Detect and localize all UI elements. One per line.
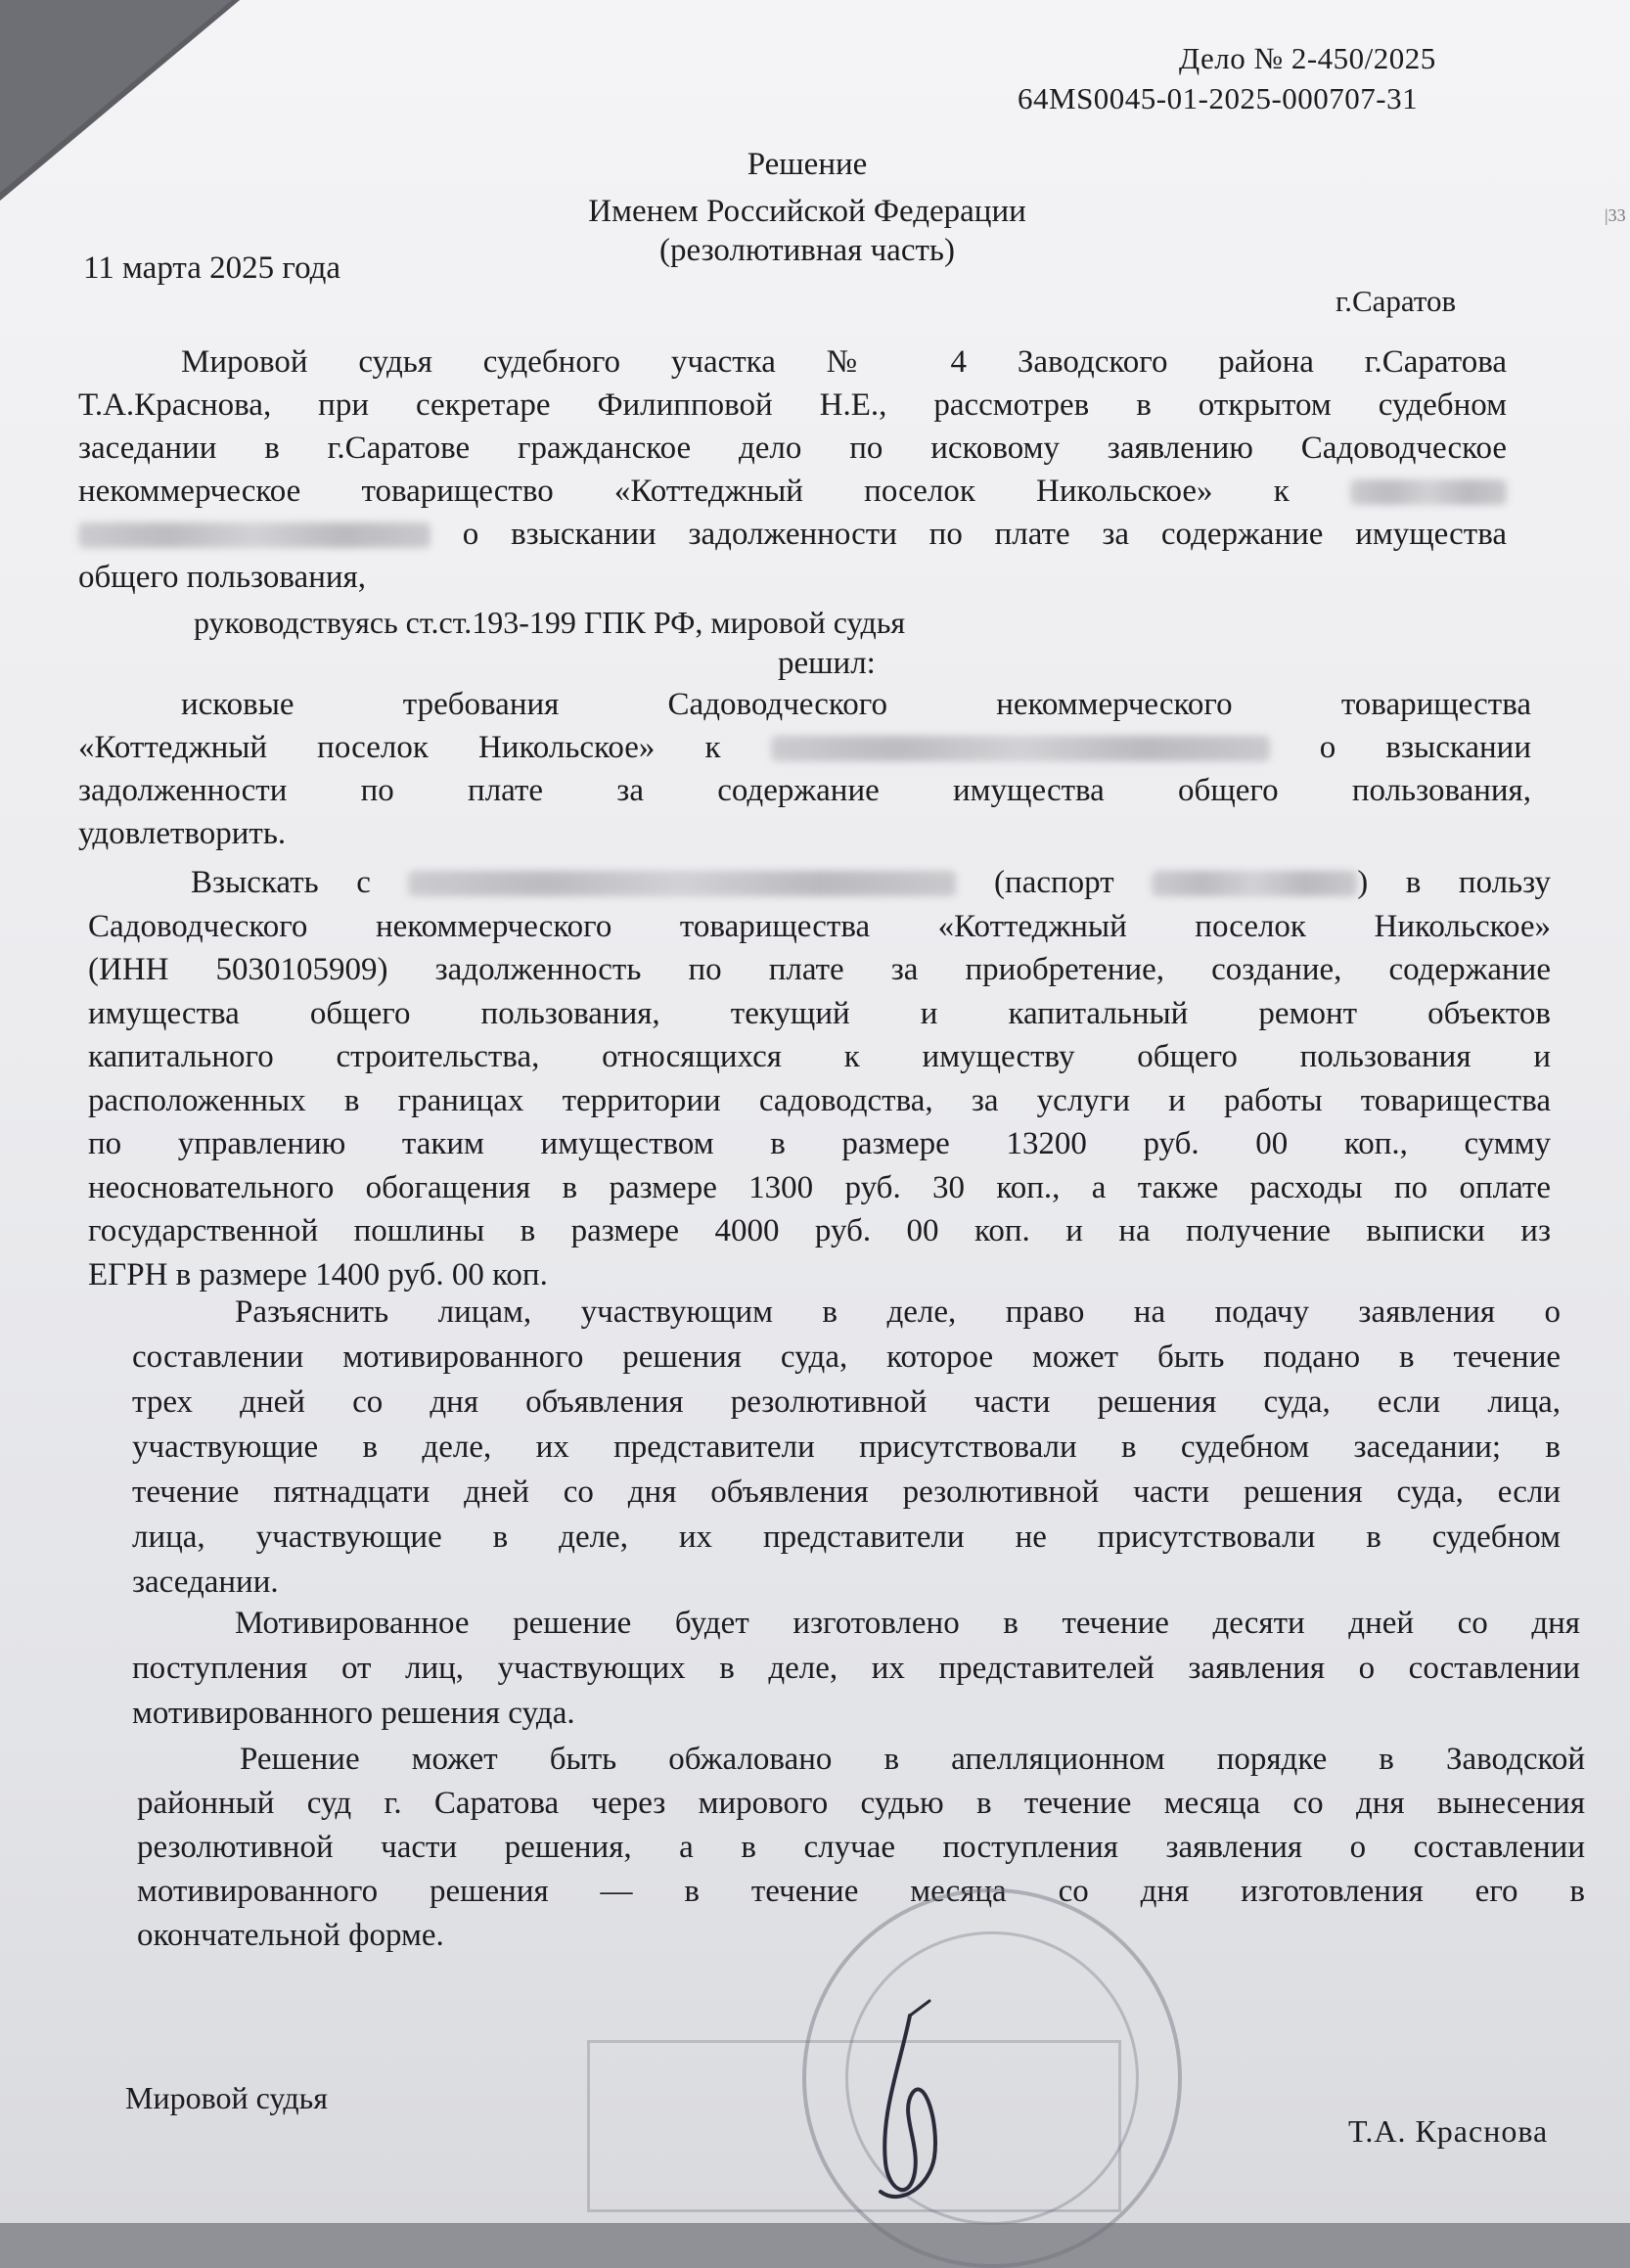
recovery-line: по управлению таким имуществом в размере 13200 руб. 00 коп., сумму: [88, 1126, 1551, 1161]
intro-line: заседании в г.Саратове гражданское дело по исковому заявлению Садоводческое: [78, 431, 1507, 466]
claims-paragraph: [78, 683, 1531, 855]
appeal-line: районный суд г. Саратова через мирового судью в течение месяца со дня вынесения: [137, 1786, 1585, 1821]
document-title: Решение: [747, 147, 868, 182]
explanation-line: составлении мотивированного решения суда, которое может быть подано в течение: [132, 1339, 1561, 1375]
redacted-passport-number: [1152, 871, 1357, 896]
intro-line: о взыскании задолженности по плате за содержание имущества: [462, 517, 1507, 552]
explanation-line: течение пятнадцати дней со дня объявления резолютивной части решения суда, если: [132, 1474, 1561, 1510]
redacted-defendant-name: [1350, 479, 1507, 505]
explanation-line: Разъяснить лицам, участвующим в деле, право на подачу заявления о: [235, 1294, 1561, 1330]
recovery-line: ЕГРН в размере 1400 руб. 00 коп.: [88, 1256, 548, 1293]
claims-line: исковые требования Садоводческого некоммерческого товарищества: [181, 687, 1531, 722]
intro-paragraph: [78, 340, 1507, 599]
recovery-line: неосновательного обогащения в размере 1300 руб. 30 коп., а также расходы по оплате: [88, 1169, 1551, 1205]
legal-basis: руководствуясь ст.ст.193-199 ГПК РФ, мировой судья: [194, 605, 906, 640]
appeal-line: резолютивной части решения, а в случае поступления заявления о составлении: [137, 1830, 1585, 1865]
redacted-defendant-name: [771, 736, 1270, 761]
explanation-line: заседании.: [132, 1565, 279, 1600]
appeal-line: Решение может быть обжаловано в апелляционном порядке в Заводской: [240, 1742, 1585, 1777]
case-uid: 64MS0045-01-2025-000707-31: [1018, 81, 1419, 115]
claims-line: удовлетворить.: [78, 816, 287, 851]
motivated-line: мотивированного решения суда.: [132, 1696, 575, 1731]
handwritten-signature: [841, 1996, 978, 2221]
judge-name: Т.А. Краснова: [1348, 2113, 1549, 2149]
case-number: Дело № 2-450/2025: [1179, 41, 1436, 75]
claims-line: о взыскании: [1319, 730, 1531, 765]
edge-mark: |33: [1605, 205, 1626, 225]
motivated-line: поступления от лиц, участвующих в деле, их представителей заявления о составлении: [132, 1651, 1580, 1686]
explanation-line: трех дней со дня объявления резолютивной части решения суда, если лица,: [132, 1384, 1561, 1420]
redacted-defendant-name: [78, 522, 430, 548]
appeal-paragraph: [137, 1738, 1585, 1958]
recovery-line: Садоводческого некоммерческого товарищества «Коттеджный поселок Никольское»: [88, 908, 1551, 944]
explanation-paragraph: [132, 1290, 1561, 1605]
explanation-line: участвующие в деле, их представители присутствовали в судебном заседании; в: [132, 1429, 1561, 1465]
decision-date: 11 марта 2025 года: [83, 250, 341, 286]
recovery-line: государственной пошлины в размере 4000 руб. 00 коп. и на получение выписки из: [88, 1213, 1551, 1248]
claims-line: «Коттеджный поселок Никольское» к: [78, 730, 721, 765]
recovery-line: (паспорт: [994, 865, 1114, 900]
decision-city: г.Саратов: [1336, 284, 1457, 318]
motivated-line: Мотивированное решение будет изготовлено в течение десяти дней со дня: [235, 1606, 1580, 1641]
motivated-paragraph: [132, 1601, 1580, 1736]
explanation-line: лица, участвующие в деле, их представители не присутствовали в судебном: [132, 1520, 1561, 1555]
signature-role: Мировой судья: [125, 2080, 328, 2115]
intro-line: Т.А.Краснова, при секретаре Филипповой Н.Е., рассмотрев в открытом судебном: [78, 387, 1507, 423]
recovery-line: имущества общего пользования, текущий и капитальный ремонт объектов: [88, 995, 1551, 1031]
appeal-line: окончательной форме.: [137, 1918, 444, 1953]
recovery-line: капитального строительства, относящихся к имуществу общего пользования и: [88, 1039, 1551, 1074]
intro-line: общего пользования,: [78, 560, 366, 595]
intro-line: Мировой судья судебного участка № 4 Заводского района г.Саратова: [181, 344, 1507, 380]
intro-line: некоммерческое товарищество «Коттеджный поселок Никольское» к: [78, 474, 1290, 509]
recovery-line: Взыскать с: [191, 865, 371, 900]
redacted-defendant-name: [408, 871, 956, 896]
document-subtitle: Именем Российской Федерации: [588, 194, 1026, 229]
resolution-heading: решил:: [778, 646, 876, 681]
appeal-line: мотивированного решения — в течение месяца со дня изготовления его в: [137, 1874, 1585, 1909]
recovery-line: (ИНН 5030105909) задолженность по плате за приобретение, создание, содержание: [88, 952, 1551, 987]
document-part-label: (резолютивная часть): [659, 233, 955, 268]
claims-line: задолженности по плате за содержание имущества общего пользования,: [78, 773, 1531, 808]
recovery-paragraph: [88, 861, 1551, 1296]
recovery-line: ) в пользу: [1357, 865, 1552, 900]
recovery-line: расположенных в границах территории садоводства, за услуги и работы товарищества: [88, 1082, 1551, 1118]
